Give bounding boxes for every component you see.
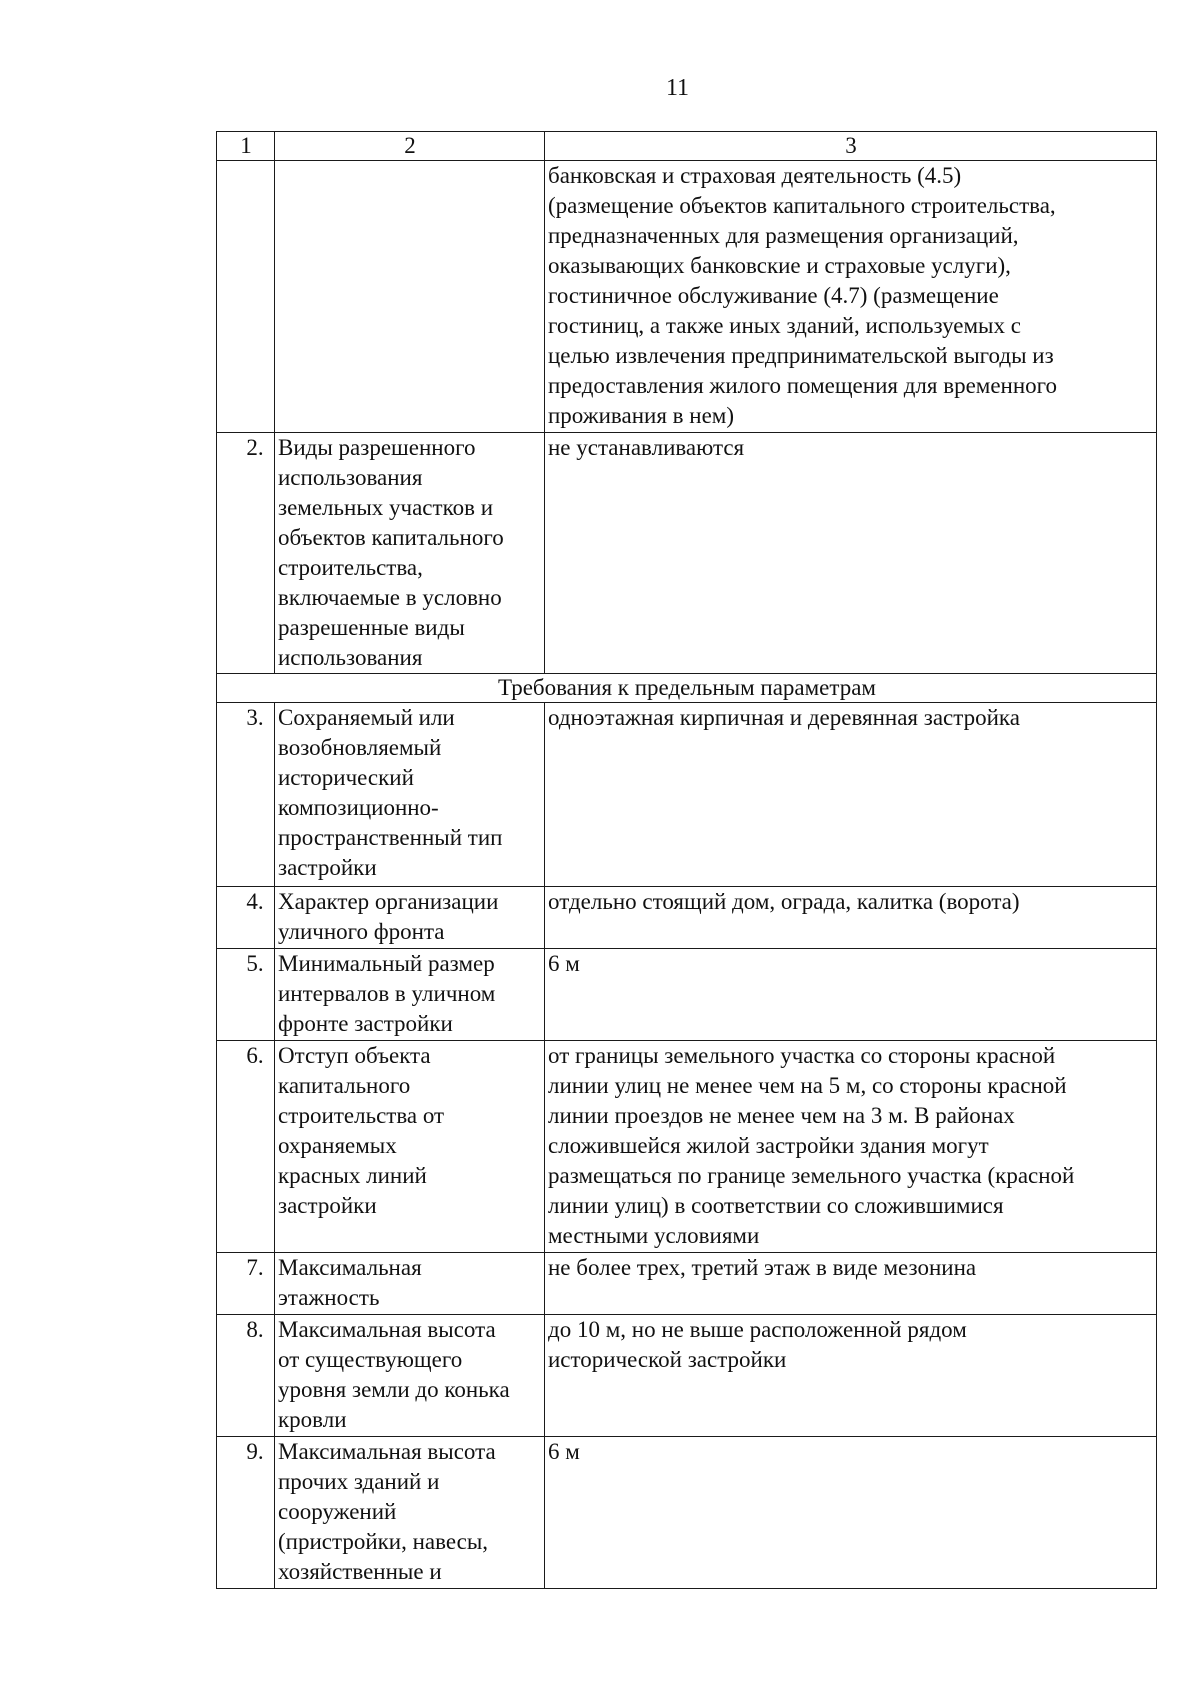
row-name: Минимальный размер интервалов в уличном фронте застройки bbox=[275, 949, 545, 1041]
row-value: до 10 м, но не выше расположенной рядом исторической застройки bbox=[545, 1315, 1157, 1437]
row-name: Характер организации уличного фронта bbox=[275, 887, 545, 949]
row-number: 2. bbox=[217, 433, 275, 674]
table-row-6 bbox=[217, 1041, 1157, 1253]
table-row-9 bbox=[217, 1437, 1157, 1589]
row-value: одноэтажная кирпичная и деревянная застройка bbox=[545, 703, 1157, 887]
row-number: 9. bbox=[217, 1437, 275, 1589]
row-name: Сохраняемый или возобновляемый исторический композиционно- пространственный тип застройки bbox=[275, 703, 545, 887]
table-row-2 bbox=[217, 433, 1157, 674]
row-name: Максимальная высота прочих зданий и сооружений (пристройки, навесы, хозяйственные и bbox=[275, 1437, 545, 1589]
row-name: Отступ объекта капитального строительства от охраняемых красных линий застройки bbox=[275, 1041, 545, 1253]
regulations-table bbox=[216, 131, 1157, 1589]
row-value: 6 м bbox=[545, 949, 1157, 1041]
column-number-3: 3 bbox=[545, 132, 1157, 161]
row-value: банковская и страховая деятельность (4.5) (размещение объектов капитального строительства, предназначенных для размещения организаций, оказывающих банковские и страховые услуги), гостиничное обслуживание (4.7) (размещение гостиниц, а также иных зданий, используемых с целью извлечения предпринимательской выгоды из предоставления жилого помещения для временного проживания в нем) bbox=[545, 161, 1157, 433]
row-name: Максимальная этажность bbox=[275, 1253, 545, 1315]
column-number-row bbox=[217, 132, 1157, 161]
row-number: 4. bbox=[217, 887, 275, 949]
column-number-1: 1 bbox=[217, 132, 275, 161]
table-row-continuation bbox=[217, 161, 1157, 433]
page-number: 11 bbox=[665, 75, 690, 101]
row-number: 6. bbox=[217, 1041, 275, 1253]
row-number: 3. bbox=[217, 703, 275, 887]
row-number bbox=[217, 161, 275, 433]
row-value: отдельно стоящий дом, ограда, калитка (ворота) bbox=[545, 887, 1157, 949]
row-name bbox=[275, 161, 545, 433]
table-row-4 bbox=[217, 887, 1157, 949]
row-value: от границы земельного участка со стороны красной линии улиц не менее чем на 5 м, со стороны красной линии проездов не менее чем на 3 м. В районах сложившейся жилой застройки здания могут размещаться по границе земельного участка (красной линии улиц) в соответствии со сложившимися местными условиями bbox=[545, 1041, 1157, 1253]
row-value: 6 м bbox=[545, 1437, 1157, 1589]
row-number: 7. bbox=[217, 1253, 275, 1315]
row-number: 5. bbox=[217, 949, 275, 1041]
table-row-8 bbox=[217, 1315, 1157, 1437]
row-value: не устанавливаются bbox=[545, 433, 1157, 674]
row-name: Максимальная высота от существующего уровня земли до конька кровли bbox=[275, 1315, 545, 1437]
column-number-2: 2 bbox=[275, 132, 545, 161]
table-row-5 bbox=[217, 949, 1157, 1041]
row-name: Виды разрешенного использования земельных участков и объектов капитального строительства, включаемые в условно разрешенные виды использования bbox=[275, 433, 545, 674]
section-header-row bbox=[217, 674, 1157, 703]
row-value: не более трех, третий этаж в виде мезонина bbox=[545, 1253, 1157, 1315]
table-row-7 bbox=[217, 1253, 1157, 1315]
section-header: Требования к предельным параметрам bbox=[217, 674, 1157, 703]
row-number: 8. bbox=[217, 1315, 275, 1437]
table-row-3 bbox=[217, 703, 1157, 887]
